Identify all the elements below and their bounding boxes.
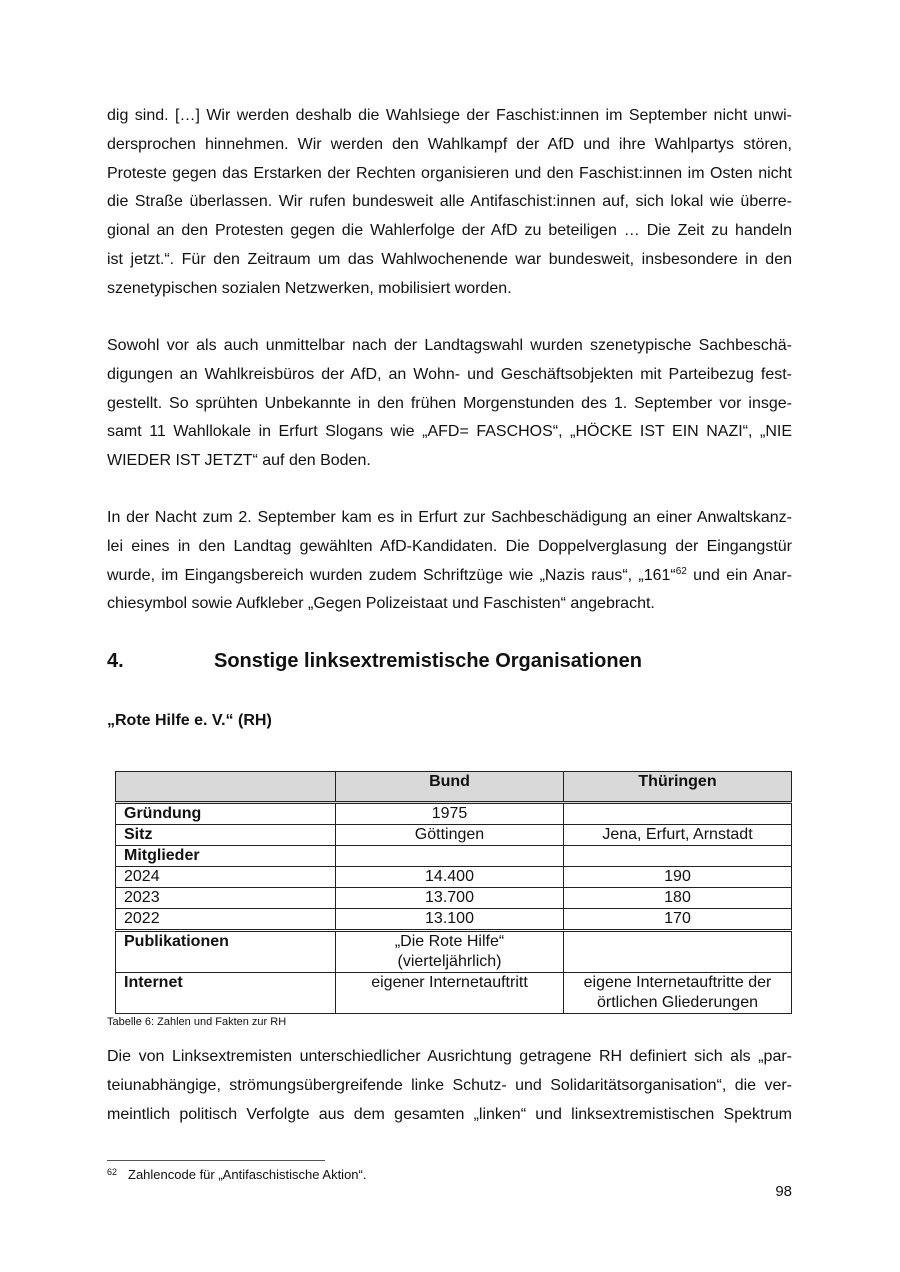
row-label: Publikationen: [116, 931, 336, 973]
paragraph-4: [107, 1043, 792, 1129]
table-cell: 14.400: [336, 867, 564, 888]
row-label: Internet: [116, 973, 336, 1014]
table-cell: 180: [564, 888, 792, 909]
footnote: [107, 1167, 366, 1182]
section-title: Sonstige linksextremistische Organisationen: [214, 650, 642, 672]
text-line: szenetypischen sozialen Netzwerken, mobilisiert worden.: [107, 279, 512, 297]
row-label: 2022: [116, 909, 336, 931]
text-segment: wurde, im Eingangsbereich wurden zudem Schriftzüge wie „Nazis raus“, „161“: [107, 566, 676, 584]
table-row: [116, 888, 792, 909]
cell-line: örtlichen Gliederungen: [597, 994, 758, 1011]
table-cell: Göttingen: [336, 825, 564, 846]
table-header-cell: Bund: [336, 772, 564, 803]
text-line: gestellt. So sprühten Unbekannte in den frühen Morgenstunden des 1. September vor insge-: [107, 394, 792, 412]
cell-line: „Die Rote Hilfe“: [394, 933, 505, 950]
table-cell: 13.100: [336, 909, 564, 931]
text-line: Proteste gegen das Erstarken der Rechten organisieren und den Faschist:innen im Osten nicht: [107, 164, 792, 182]
cell-line: (vierteljährlich): [397, 953, 502, 970]
table-cell: 190: [564, 867, 792, 888]
text-line: ist jetzt.“. Für den Zeitraum um das Wahlwochenende war bundesweit, insbesondere in den: [107, 250, 792, 268]
footnote-text: Zahlencode für „Antifaschistische Aktion“.: [128, 1167, 367, 1182]
table-cell: 1975: [336, 803, 564, 825]
table-cell: [336, 846, 564, 867]
text-line: samt 11 Wahllokale in Erfurt Slogans wie „AFD= FASCHOS“, „HÖCKE IST EIN NAZI“, „NIE: [107, 423, 792, 441]
table-cell: [564, 846, 792, 867]
row-label: Mitglieder: [116, 846, 336, 867]
text-line: meintlich politisch Verfolgte aus dem gesamten „linken“ und linksextremistischen Spektrum: [107, 1105, 792, 1123]
text-line: WIEDER IST JETZT“ auf den Boden.: [107, 452, 371, 470]
text-line: chiesymbol sowie Aufkleber „Gegen Polizeistaat und Faschisten“ angebracht.: [107, 595, 655, 613]
text-line: die Straße überlassen. Wir rufen bundesweit alle Antifaschist:innen auf, sich lokal wie überre-: [107, 193, 792, 211]
text-line: dig sind. […] Wir werden deshalb die Wahlsiege der Faschist:innen im September nicht unwi-: [107, 107, 792, 124]
subheading: „Rote Hilfe e. V.“ (RH): [107, 712, 272, 729]
row-label: Gründung: [116, 803, 336, 825]
text-line: gional an den Protesten gegen die Wahlerfolge der AfD zu beteiligen … Die Zeit zu handeln: [107, 222, 792, 240]
facts-table: [115, 771, 792, 1014]
table-row: [116, 825, 792, 846]
table-header-cell: [116, 772, 336, 803]
table-row: [116, 867, 792, 888]
table-cell: [564, 931, 792, 973]
table-cell: 170: [564, 909, 792, 931]
paragraph-1: [107, 102, 792, 304]
text-line-with-footnote: [107, 562, 792, 591]
table-cell: [336, 931, 564, 973]
cell-line: eigene Internetauftritte der: [583, 974, 772, 991]
table-row: [116, 909, 792, 931]
row-label: 2023: [116, 888, 336, 909]
paragraph-2: [107, 332, 792, 476]
text-line: teiunabhängige, strömungsübergreifende linke Schutz- und Solidaritätsorganisation“, die ver-: [107, 1076, 792, 1094]
paragraph-3: [107, 504, 792, 619]
footnote-number: 62: [107, 1167, 118, 1177]
table-cell: eigener Internetauftritt: [336, 973, 564, 1014]
text-line: dersprochen hinnehmen. Wir werden den Wahlkampf der AfD und ihre Wahlpartys stören,: [107, 135, 792, 153]
row-label: Sitz: [116, 825, 336, 846]
text-line: lei eines in den Landtag gewählten AfD-Kandidaten. Die Doppelverglasung der Eingangstür: [107, 537, 792, 555]
text-line: Die von Linksextremisten unterschiedlicher Ausrichtung getragene RH definiert sich als „par-: [107, 1048, 792, 1065]
footnote-ref[interactable]: 62: [675, 565, 687, 577]
table-cell: [564, 803, 792, 825]
table-header-row: [116, 772, 792, 803]
table-cell: [564, 973, 792, 1014]
table-header-cell: Thüringen: [564, 772, 792, 803]
section-number: 4.: [107, 650, 124, 672]
text-line: Sowohl vor als auch unmittelbar nach der Landtagswahl wurden szenetypische Sachbeschä-: [107, 337, 792, 354]
text-line: digungen an Wahlkreisbüros der AfD, an Wohn- und Geschäftsobjekten mit Parteibezug fest-: [107, 365, 792, 383]
footnote-separator: [107, 1160, 325, 1161]
table-row: [116, 846, 792, 867]
page-number: 98: [775, 1183, 792, 1200]
row-label: 2024: [116, 867, 336, 888]
text-segment: und ein Anar-: [686, 566, 793, 584]
table-caption: Tabelle 6: Zahlen und Fakten zur RH: [107, 1016, 287, 1028]
text-line: In der Nacht zum 2. September kam es in Erfurt zur Sachbeschädigung an einer Anwaltskanz-: [107, 509, 792, 526]
table-row: [116, 931, 792, 973]
table-cell: 13.700: [336, 888, 564, 909]
table-cell: Jena, Erfurt, Arnstadt: [564, 825, 792, 846]
table-row: [116, 973, 792, 1014]
table-row: [116, 803, 792, 825]
